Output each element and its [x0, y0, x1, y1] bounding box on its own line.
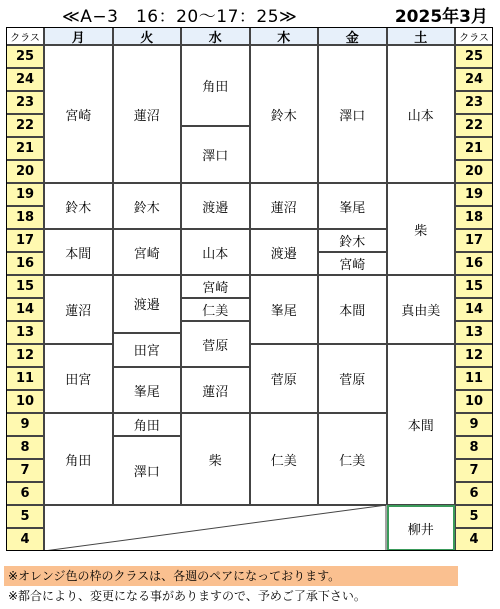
teacher-cell: 蓮沼: [250, 183, 319, 229]
class-number-right: 17: [455, 229, 493, 252]
notes: [4, 566, 474, 606]
teacher-cell: 田宮: [113, 333, 182, 368]
teacher-cell: 角田: [113, 413, 182, 436]
teacher-cell: 山本: [181, 229, 250, 275]
teacher-cell: 本間: [44, 229, 113, 275]
class-number-left: 18: [6, 206, 44, 229]
class-number-right: 16: [455, 252, 493, 275]
class-number-right: 4: [455, 528, 493, 551]
teacher-cell: 渡邉: [113, 275, 182, 333]
class-number-left: 21: [6, 137, 44, 160]
teacher-cell: 蓮沼: [113, 45, 182, 183]
teacher-cell: 田宮: [44, 344, 113, 413]
teacher-cell: 宮崎: [44, 45, 113, 183]
day-header: 月: [44, 27, 113, 45]
class-number-left: 14: [6, 298, 44, 321]
class-number-right: 21: [455, 137, 493, 160]
teacher-cell: 山本: [387, 45, 456, 183]
teacher-cell: 澤口: [318, 45, 387, 183]
day-header: 金: [318, 27, 387, 45]
teacher-cell: 渡邉: [181, 183, 250, 229]
class-number-right: 7: [455, 459, 493, 482]
class-number-left: 5: [6, 505, 44, 528]
empty-slot-diagonal: [44, 505, 387, 551]
teacher-cell: 鈴木: [44, 183, 113, 229]
class-number-right: 18: [455, 206, 493, 229]
teacher-cell: 澤口: [113, 436, 182, 505]
class-number-right: 15: [455, 275, 493, 298]
class-number-left: 19: [6, 183, 44, 206]
day-header: 土: [387, 27, 456, 45]
teacher-cell: 菅原: [250, 344, 319, 413]
teacher-cell: 真由美: [387, 275, 456, 344]
class-number-left: 17: [6, 229, 44, 252]
class-number-left: 24: [6, 68, 44, 91]
class-number-left: 10: [6, 390, 44, 413]
teacher-cell: 角田: [44, 413, 113, 505]
teacher-cell: 仁美: [318, 413, 387, 505]
class-header-right: クラス: [455, 27, 493, 45]
teacher-cell: 澤口: [181, 126, 250, 184]
class-number-right: 25: [455, 45, 493, 68]
class-number-left: 11: [6, 367, 44, 390]
class-number-left: 25: [6, 45, 44, 68]
class-number-right: 13: [455, 321, 493, 344]
class-header-left: クラス: [6, 27, 44, 45]
class-number-left: 6: [6, 482, 44, 505]
class-number-right: 19: [455, 183, 493, 206]
class-number-right: 12: [455, 344, 493, 367]
class-number-left: 4: [6, 528, 44, 551]
teacher-cell: 蓮沼: [181, 367, 250, 413]
teacher-cell: 柴: [387, 183, 456, 275]
class-number-left: 15: [6, 275, 44, 298]
day-header: 木: [250, 27, 319, 45]
schedule-month: 2025年3月: [394, 7, 488, 27]
class-number-left: 9: [6, 413, 44, 436]
class-number-left: 13: [6, 321, 44, 344]
teacher-cell: 蓮沼: [44, 275, 113, 344]
teacher-cell: 柳井: [387, 505, 456, 551]
teacher-cell: 角田: [181, 45, 250, 126]
class-number-left: 20: [6, 160, 44, 183]
teacher-cell: 宮崎: [181, 275, 250, 298]
day-header: 水: [181, 27, 250, 45]
schedule-title: ≪A−3 16：20〜17：25≫: [62, 7, 298, 27]
class-number-left: 12: [6, 344, 44, 367]
class-number-right: 8: [455, 436, 493, 459]
note-changes: ※都合により、変更になる事がありますので、予めご了承下さい。: [8, 589, 366, 603]
teacher-cell: 鈴木: [318, 229, 387, 252]
class-number-left: 22: [6, 114, 44, 137]
teacher-cell: 仁美: [181, 298, 250, 321]
note-pair-classes: ※オレンジ色の枠のクラスは、各週のペアになっております。: [4, 566, 458, 586]
teacher-cell: 本間: [318, 275, 387, 344]
class-number-left: 7: [6, 459, 44, 482]
teacher-cell: 宮崎: [318, 252, 387, 275]
teacher-cell: 鈴木: [250, 45, 319, 183]
class-number-left: 8: [6, 436, 44, 459]
teacher-cell: 宮崎: [113, 229, 182, 275]
class-number-right: 14: [455, 298, 493, 321]
teacher-cell: 峯尾: [250, 275, 319, 344]
teacher-cell: 本間: [387, 344, 456, 505]
class-number-right: 11: [455, 367, 493, 390]
teacher-cell: 鈴木: [113, 183, 182, 229]
teacher-cell: 峯尾: [318, 183, 387, 229]
class-number-right: 20: [455, 160, 493, 183]
class-number-right: 22: [455, 114, 493, 137]
teacher-cell: 菅原: [318, 344, 387, 413]
teacher-cell: 菅原: [181, 321, 250, 367]
teacher-cell: 峯尾: [113, 367, 182, 413]
teacher-cell: 渡邉: [250, 229, 319, 275]
class-number-right: 6: [455, 482, 493, 505]
teacher-cell: 仁美: [250, 413, 319, 505]
class-number-left: 23: [6, 91, 44, 114]
class-number-left: 16: [6, 252, 44, 275]
class-number-right: 5: [455, 505, 493, 528]
day-header: 火: [113, 27, 182, 45]
class-number-right: 10: [455, 390, 493, 413]
class-number-right: 23: [455, 91, 493, 114]
class-number-right: 24: [455, 68, 493, 91]
class-number-right: 9: [455, 413, 493, 436]
teacher-cell: 柴: [181, 413, 250, 505]
